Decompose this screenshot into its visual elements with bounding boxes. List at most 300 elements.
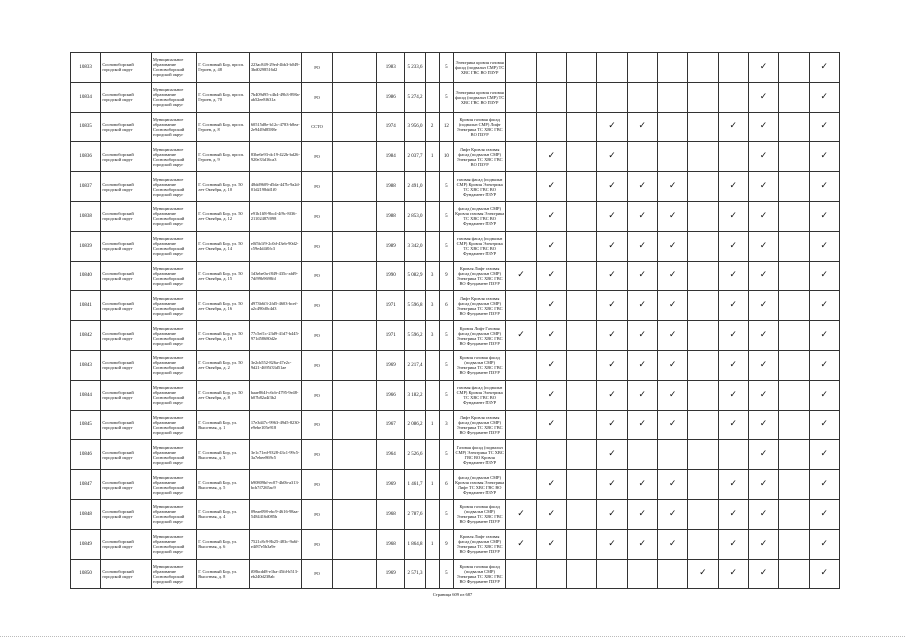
check-cell: [809, 142, 839, 172]
check-mark-icon: ✓: [668, 270, 677, 281]
check-cell: [779, 172, 809, 202]
check-mark-icon: ✓: [547, 300, 556, 311]
entrances-cell: 5: [439, 440, 453, 470]
check-cell: [779, 291, 809, 321]
area-cell: 2 037,7: [405, 142, 425, 172]
address-cell: Г. Сосновый Бор, ул. Высотная, д. 6: [197, 529, 250, 559]
area-cell: 3 342,0: [405, 231, 425, 261]
check-cell: [506, 410, 536, 440]
check-cell: [506, 350, 536, 380]
check-mark-icon: ✓: [729, 508, 738, 519]
area-cell: 2 571,3: [405, 559, 425, 589]
type-cell: PO: [302, 172, 332, 202]
check-mark-icon: ✓: [729, 270, 738, 281]
owner-cell: Муниципальное образование Сосновоборский городской округ: [151, 231, 196, 261]
table-row: [71, 172, 840, 202]
check-mark-icon: ✓: [668, 419, 677, 430]
type-cell: PO: [302, 470, 332, 500]
check-cell: [809, 470, 839, 500]
blank-cell: [332, 201, 376, 231]
check-cell: [627, 53, 657, 83]
check-mark-icon: ✓: [638, 419, 647, 430]
check-mark-icon: ✓: [547, 330, 556, 341]
check-cell: [657, 470, 687, 500]
check-cell: [779, 499, 809, 529]
check-cell: [718, 529, 748, 559]
row-id: 10847: [71, 470, 101, 500]
check-mark-icon: ✓: [759, 508, 768, 519]
row-id: 10848: [71, 499, 101, 529]
check-mark-icon: ✓: [608, 479, 616, 490]
blank-cell: [332, 529, 376, 559]
year-cell: 1969: [377, 350, 405, 380]
check-cell: [627, 321, 657, 351]
check-mark-icon: ✓: [547, 270, 556, 281]
address-cell: Г. Сосновый Бор, ул. Высотная, д. 5: [197, 470, 250, 500]
check-cell: [567, 82, 597, 112]
type-cell: PO: [302, 529, 332, 559]
floors-cell: [425, 380, 439, 410]
row-id: 10843: [71, 350, 101, 380]
check-cell: [567, 291, 597, 321]
check-mark-icon: ✓: [517, 330, 525, 341]
works-cell: Кровля Лифт Газовая фасад (подвальн СМР) Электрика ТС ХВС ГВС ВО Фундамент ПЗУР: [453, 321, 506, 351]
year-cell: 1990: [377, 261, 405, 291]
area-cell: 1 461,7: [405, 470, 425, 500]
entrances-cell: 5: [439, 231, 453, 261]
district-cell: Сосновоборский городской округ: [101, 201, 152, 231]
table-row: [71, 321, 840, 351]
address-cell: Г. Сосновый Бор, ул. Высотная, д. 4: [197, 499, 250, 529]
check-mark-icon: ✓: [608, 538, 616, 549]
area-cell: 3 182,2: [405, 380, 425, 410]
entrances-cell: 12: [439, 112, 453, 142]
check-cell: [688, 201, 718, 231]
check-mark-icon: ✓: [729, 300, 738, 311]
check-mark-icon: ✓: [608, 121, 616, 132]
check-mark-icon: ✓: [820, 181, 829, 192]
check-cell: [597, 529, 627, 559]
check-mark-icon: ✓: [820, 210, 829, 221]
check-mark-icon: ✓: [638, 240, 647, 251]
check-cell: [536, 261, 566, 291]
district-cell: Сосновоборский городской округ: [101, 559, 152, 589]
district-cell: Сосновоборский городской округ: [101, 321, 152, 351]
check-cell: [779, 82, 809, 112]
check-cell: [718, 350, 748, 380]
address-cell: Г. Сосновый Бор, ул. Высотная, д. 3: [197, 440, 250, 470]
check-cell: [536, 112, 566, 142]
check-cell: [718, 201, 748, 231]
check-cell: [688, 321, 718, 351]
check-mark-icon: ✓: [820, 568, 829, 579]
area-cell: 2 491,0: [405, 172, 425, 202]
check-cell: [567, 201, 597, 231]
check-cell: [597, 53, 627, 83]
entrances-cell: 5: [439, 499, 453, 529]
check-mark-icon: ✓: [668, 240, 677, 251]
blank-cell: [332, 559, 376, 589]
check-cell: [627, 172, 657, 202]
check-mark-icon: ✓: [820, 91, 829, 102]
check-mark-icon: ✓: [759, 121, 768, 132]
object-code-cell: 60515d8e-b12c-4783-b8ea-2e9449d8588e: [249, 112, 302, 142]
check-cell: [657, 172, 687, 202]
type-cell: PO: [302, 82, 332, 112]
type-cell: PO: [302, 53, 332, 83]
object-code-cell: d973b6f3-2fd5-4603-bcef-a2c490d0c4d3: [249, 291, 302, 321]
entrances-cell: 5: [439, 53, 453, 83]
address-cell: Г. Сосновый Бор, ул. 50 лет Октября, д. 8: [197, 380, 250, 410]
object-code-cell: f08bcdd8-e1ba-45fd-b513-eb240d238ab: [249, 559, 302, 589]
check-cell: [748, 559, 778, 589]
table-row: [71, 142, 840, 172]
works-cell: Электрика кровля газовая фасад (подвальн СМР) ТС ХВС ГВС ВО ПЗУР: [453, 53, 506, 83]
check-cell: [657, 440, 687, 470]
check-cell: [688, 291, 718, 321]
type-cell: PO: [302, 291, 332, 321]
check-cell: [506, 112, 536, 142]
table-row: [71, 112, 840, 142]
check-mark-icon: ✓: [759, 449, 768, 460]
check-cell: [748, 82, 778, 112]
check-cell: [657, 201, 687, 231]
check-cell: [748, 499, 778, 529]
check-cell: [567, 261, 597, 291]
check-cell: [597, 172, 627, 202]
check-cell: [597, 261, 627, 291]
check-cell: [748, 410, 778, 440]
floors-cell: 3: [425, 291, 439, 321]
check-mark-icon: ✓: [729, 538, 738, 549]
year-cell: 1971: [377, 321, 405, 351]
check-mark-icon: ✓: [608, 270, 616, 281]
object-code-cell: b90809bf-ec07-4b0b-a313-bcb7f7265ac9: [249, 470, 302, 500]
type-cell: PO: [302, 440, 332, 470]
check-cell: [688, 470, 718, 500]
check-cell: [748, 201, 778, 231]
blank-cell: [332, 410, 376, 440]
check-mark-icon: ✓: [608, 389, 616, 400]
check-cell: [657, 291, 687, 321]
check-cell: [809, 112, 839, 142]
check-cell: [506, 440, 536, 470]
check-cell: [809, 499, 839, 529]
row-id: 10834: [71, 82, 101, 112]
floors-cell: [425, 231, 439, 261]
check-mark-icon: ✓: [759, 300, 768, 311]
owner-cell: Муниципальное образование Сосновоборский городской округ: [151, 499, 196, 529]
blank-cell: [332, 142, 376, 172]
check-cell: [688, 142, 718, 172]
works-cell: Лифт Кровля газовая фасад (подвальн СМР) Электрика ТС ХВС ГВС ВО ПЗУР: [453, 142, 506, 172]
district-cell: Сосновоборский городской округ: [101, 82, 152, 112]
works-cell: Кровля газовая фасад (подвальн СМР) Электрика ТС ХВС ГВС ВО Фундамент ПЗУР: [453, 350, 506, 380]
type-cell: PO: [302, 142, 332, 172]
table-row: [71, 291, 840, 321]
check-mark-icon: ✓: [668, 210, 677, 221]
type-cell: PO: [302, 321, 332, 351]
check-mark-icon: ✓: [729, 568, 738, 579]
owner-cell: Муниципальное образование Сосновоборский городской округ: [151, 529, 196, 559]
works-cell: Кровля газовая фасад (подвальн СМР) Электрика ТС ХВС ГВС ВО Фундамент ПЗУР: [453, 559, 506, 589]
check-mark-icon: ✓: [759, 91, 768, 102]
check-cell: [718, 410, 748, 440]
works-cell: Лифт Кровля газовая фасад (подвальн СМР) Электрика ТС ХВС ГВС ВО Фундамент ПЗУР: [453, 291, 506, 321]
check-cell: [567, 112, 597, 142]
check-cell: [627, 380, 657, 410]
table-row: [71, 350, 840, 380]
address-cell: Г. Сосновый Бор, просп. Героев, д. 48: [197, 53, 250, 83]
check-mark-icon: ✓: [547, 479, 556, 490]
check-cell: [657, 53, 687, 83]
check-cell: [506, 82, 536, 112]
check-mark-icon: ✓: [668, 508, 677, 519]
check-cell: [688, 350, 718, 380]
object-code-cell: 83be6e93-dc19-422b-bd26-920e33d16ca3: [249, 142, 302, 172]
check-cell: [627, 291, 657, 321]
check-cell: [718, 291, 748, 321]
check-mark-icon: ✓: [547, 151, 556, 162]
check-cell: [536, 559, 566, 589]
entrances-cell: 5: [439, 350, 453, 380]
object-code-cell: 17e3d47c-9963-49d5-8230-e9ebe105e918: [249, 410, 302, 440]
check-mark-icon: ✓: [820, 330, 829, 341]
owner-cell: Муниципальное образование Сосновоборский городской округ: [151, 291, 196, 321]
check-mark-icon: ✓: [668, 300, 677, 311]
check-cell: [809, 380, 839, 410]
check-mark-icon: ✓: [547, 240, 556, 251]
blank-cell: [332, 440, 376, 470]
floors-cell: 2: [425, 112, 439, 142]
area-cell: 5 082,9: [405, 261, 425, 291]
type-cell: PO: [302, 201, 332, 231]
check-cell: [536, 470, 566, 500]
check-cell: [779, 380, 809, 410]
check-mark-icon: ✓: [668, 389, 677, 400]
year-cell: 1989: [377, 231, 405, 261]
check-cell: [748, 350, 778, 380]
check-cell: [779, 231, 809, 261]
check-mark-icon: ✓: [729, 359, 738, 370]
check-cell: [718, 53, 748, 83]
owner-cell: Муниципальное образование Сосновоборский городской округ: [151, 142, 196, 172]
check-cell: [688, 112, 718, 142]
object-code-cell: 7b409d95-c4b4-49b3-898a-ab52ee8f631a: [249, 82, 302, 112]
area-cell: 2 787,6: [405, 499, 425, 529]
check-cell: [597, 440, 627, 470]
check-cell: [536, 82, 566, 112]
check-cell: [657, 410, 687, 440]
row-id: 10839: [71, 231, 101, 261]
check-cell: [597, 231, 627, 261]
check-cell: [567, 142, 597, 172]
check-mark-icon: ✓: [547, 210, 556, 221]
object-code-cell: 1d3ebe0a-f849-435c-afd9-7df99b9698fd: [249, 261, 302, 291]
check-cell: [627, 559, 657, 589]
district-cell: Сосновоборский городской округ: [101, 231, 152, 261]
check-cell: [809, 350, 839, 380]
check-cell: [779, 529, 809, 559]
year-cell: 1983: [377, 53, 405, 83]
check-cell: [627, 261, 657, 291]
check-cell: [567, 350, 597, 380]
check-mark-icon: ✓: [608, 449, 616, 460]
check-cell: [809, 559, 839, 589]
area-cell: 5 596,2: [405, 321, 425, 351]
check-cell: [627, 529, 657, 559]
district-cell: Сосновоборский городской округ: [101, 470, 152, 500]
check-cell: [779, 112, 809, 142]
check-cell: [809, 321, 839, 351]
type-cell: PO: [302, 261, 332, 291]
floors-cell: 1: [425, 470, 439, 500]
check-cell: [597, 142, 627, 172]
check-mark-icon: ✓: [759, 359, 768, 370]
check-mark-icon: ✓: [820, 151, 829, 162]
row-id: 10850: [71, 559, 101, 589]
floors-cell: [425, 53, 439, 83]
check-cell: [536, 380, 566, 410]
check-cell: [718, 82, 748, 112]
owner-cell: Муниципальное образование Сосновоборский городской округ: [151, 470, 196, 500]
check-cell: [536, 53, 566, 83]
year-cell: 1968: [377, 499, 405, 529]
check-cell: [779, 201, 809, 231]
check-cell: [779, 470, 809, 500]
check-mark-icon: ✓: [759, 181, 768, 192]
check-cell: [536, 410, 566, 440]
check-cell: [597, 291, 627, 321]
check-cell: [779, 410, 809, 440]
check-cell: [597, 321, 627, 351]
check-cell: [748, 261, 778, 291]
district-cell: Сосновоборский городской округ: [101, 499, 152, 529]
blank-cell: [332, 470, 376, 500]
area-cell: 5 233,6: [405, 53, 425, 83]
check-mark-icon: ✓: [638, 270, 647, 281]
check-cell: [627, 231, 657, 261]
check-cell: [688, 559, 718, 589]
row-id: 10846: [71, 440, 101, 470]
type-cell: PO: [302, 380, 332, 410]
check-cell: [567, 172, 597, 202]
owner-cell: Муниципальное образование Сосновоборский городской округ: [151, 380, 196, 410]
area-cell: 5 274,2: [405, 82, 425, 112]
row-id: 10833: [71, 53, 101, 83]
check-mark-icon: ✓: [820, 240, 829, 251]
check-cell: [627, 410, 657, 440]
check-mark-icon: ✓: [517, 508, 525, 519]
check-cell: [779, 261, 809, 291]
check-cell: [536, 142, 566, 172]
check-cell: [748, 142, 778, 172]
check-mark-icon: ✓: [668, 181, 677, 192]
check-cell: [657, 380, 687, 410]
check-mark-icon: ✓: [820, 479, 829, 490]
check-mark-icon: ✓: [668, 479, 677, 490]
check-mark-icon: ✓: [547, 181, 556, 192]
owner-cell: Муниципальное образование Сосновоборский городской округ: [151, 350, 196, 380]
check-cell: [536, 201, 566, 231]
table-row: [71, 261, 840, 291]
table-row: [71, 529, 840, 559]
check-mark-icon: ✓: [668, 538, 677, 549]
check-mark-icon: ✓: [729, 240, 738, 251]
check-cell: [597, 201, 627, 231]
check-cell: [506, 559, 536, 589]
check-cell: [627, 470, 657, 500]
check-cell: [718, 321, 748, 351]
object-code-cell: 09eae098-ebc9-4616-98aa-5484416d085b: [249, 499, 302, 529]
check-cell: [748, 231, 778, 261]
page-number: Страница 609 из 687: [432, 592, 473, 597]
table-row: [71, 201, 840, 231]
blank-cell: [332, 321, 376, 351]
check-mark-icon: ✓: [638, 181, 647, 192]
type-cell: PO: [302, 410, 332, 440]
owner-cell: Муниципальное образование Сосновоборский городской округ: [151, 261, 196, 291]
check-cell: [718, 470, 748, 500]
row-id: 10845: [71, 410, 101, 440]
object-code-cell: 3e1c71ed-9328-43c1-99c5-3a7ebee869c5: [249, 440, 302, 470]
check-cell: [657, 321, 687, 351]
check-mark-icon: ✓: [759, 270, 768, 281]
check-mark-icon: ✓: [820, 449, 829, 460]
check-cell: [688, 172, 718, 202]
check-cell: [627, 350, 657, 380]
check-mark-icon: ✓: [759, 419, 768, 430]
check-cell: [779, 440, 809, 470]
check-cell: [506, 201, 536, 231]
check-mark-icon: ✓: [820, 419, 829, 430]
check-cell: [506, 529, 536, 559]
check-cell: [536, 529, 566, 559]
year-cell: 1967: [377, 410, 405, 440]
works-cell: фасад (подвальн СМР) Кровля газовая Электрика ТС ХВС ГВС ВО Фундамент ПЗУР: [453, 201, 506, 231]
year-cell: 1971: [377, 291, 405, 321]
entrances-cell: 5: [439, 380, 453, 410]
check-cell: [627, 201, 657, 231]
area-cell: 1 864,8: [405, 529, 425, 559]
object-code-cell: 48dd9609-d5da-447b-9a2d-01d2198dd1f0: [249, 172, 302, 202]
type-cell: PO: [302, 499, 332, 529]
check-cell: [657, 350, 687, 380]
district-cell: Сосновоборский городской округ: [101, 291, 152, 321]
check-cell: [506, 261, 536, 291]
entrances-cell: 6: [439, 470, 453, 500]
check-mark-icon: ✓: [820, 389, 829, 400]
blank-cell: [332, 291, 376, 321]
check-mark-icon: ✓: [638, 210, 647, 221]
floors-cell: 1: [425, 410, 439, 440]
check-cell: [657, 261, 687, 291]
type-cell: PO: [302, 231, 332, 261]
check-mark-icon: ✓: [638, 300, 647, 311]
check-cell: [748, 112, 778, 142]
check-mark-icon: ✓: [608, 240, 616, 251]
check-cell: [627, 142, 657, 172]
entrances-cell: 3: [439, 410, 453, 440]
entrances-cell: 5: [439, 559, 453, 589]
district-cell: Сосновоборский городской округ: [101, 380, 152, 410]
check-mark-icon: ✓: [638, 389, 647, 400]
floors-cell: [425, 499, 439, 529]
type-cell: CCTO: [302, 112, 332, 142]
object-code-cell: e0f5b1f9-2c0d-43eb-90d2-c59e4d4f0fc3: [249, 231, 302, 261]
blank-cell: [332, 231, 376, 261]
row-id: 10838: [71, 201, 101, 231]
